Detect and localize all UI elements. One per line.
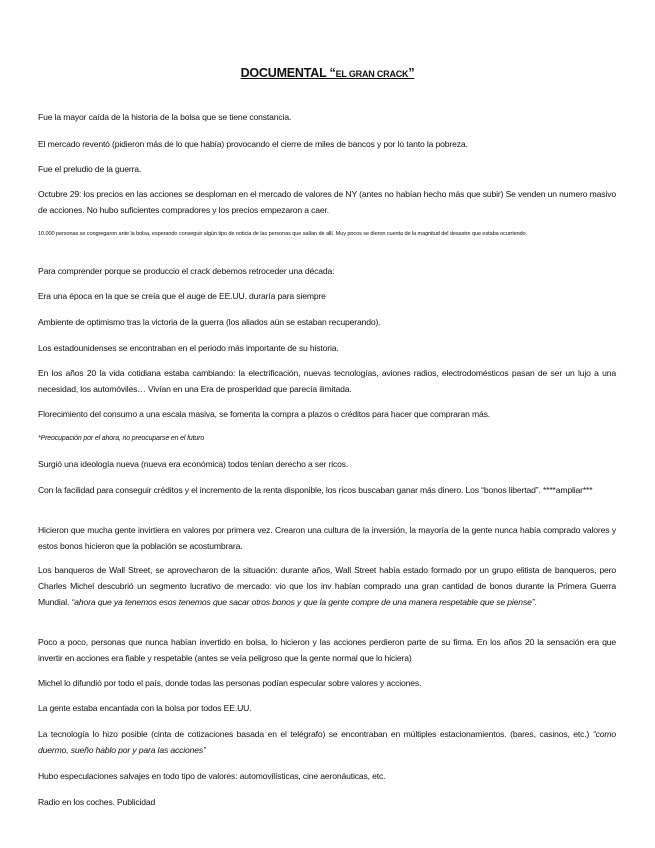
paragraph-9: Los estadounidenses se encontraban en el periodo más importante de su historia. xyxy=(38,343,339,353)
paragraph-2: El mercado reventó (pidieron más de lo que había) provocando el cierre de miles de bancos y por lo tanto la pobreza. xyxy=(38,139,468,149)
document-title xyxy=(0,66,655,80)
paragraph-3: Fue el preludio de la guerra. xyxy=(38,164,142,174)
paragraph-4: Octubre 29: los precios en las acciones se desploman en el mercado de valores de NY (antes no habían hecho más que subir) Se venden un numero masivo de acciones. No hubo suficientes compradores y los precios empezaron a caer. xyxy=(38,189,616,215)
paragraph-19: La gente estaba encantada con la bolsa por todos EE.UU. xyxy=(38,703,252,713)
paragraph-8: Ambiente de optimismo tras la victoria de la guerra (los aliados aún se estaban recuperando). xyxy=(38,317,381,327)
paragraph-5: 10.000 personas se congregaron ante la bolsa, esperando conseguir algún tipo de noticia de las personas que salían de allí. Muy pocos se dieron cuenta de la magnitud del desastre que estaba ocurriendo. xyxy=(38,231,527,237)
paragraph-13: Surgió una ideología nueva (nueva era económica) todos tenían derecho a ser ricos. xyxy=(38,459,349,469)
paragraph-14: Con la facilidad para conseguir créditos y el incremento de la renta disponible, los ricos buscaban ganar más dinero. Los “bonos libertad”. ****ampliar*** xyxy=(38,485,593,495)
paragraph-16-text: Los banqueros de Wall Street, se aprovecharon de la situación: durante años, Wall Street había estado formado por un grupo elitista de banqueros, pero Charles Michel descubrió un segmento lucrativo de mercado: vio que los inv habían comprado una gran cantidad de bonos durante la Primera Guerra Mundial. xyxy=(38,565,616,607)
title-small: EL GRAN CRACK xyxy=(335,69,409,79)
title-end: ” xyxy=(408,66,415,80)
paragraph-1: Fue la mayor caída de la historia de la bolsa que se tiene constancia. xyxy=(38,112,292,122)
paragraph-11: Florecimiento del consumo a una escala masiva, se fomenta la compra a plazos o créditos para hacer que compraran más. xyxy=(38,409,490,419)
paragraph-6: Para comprender porque se produccio el crack debemos retroceder una década: xyxy=(38,266,335,276)
paragraph-12-note: *Preocupación por el ahora, no preocuparse en el futuro xyxy=(38,435,205,442)
paragraph-7: Era una época en la que se creía que el auge de EE.UU. duraría para siempre xyxy=(38,291,326,301)
paragraph-22: Radio en los coches. Publicidad xyxy=(38,797,156,807)
paragraph-15: Hicieron que mucha gente invirtiera en valores por primera vez. Crearon una cultura de la inversión, la mayoría de la gente nunca había comprado valores y estos bonos hicieron que la población se acostumbrara. xyxy=(38,525,616,551)
title-main: DOCUMENTAL “ xyxy=(240,66,336,80)
paragraph-16-quote: “ahora que ya tenemos esos tenemos que sacar otros bonos y que la gente compre de una manera respetable que se piense” xyxy=(71,597,535,607)
paragraph-17: Poco a poco, personas que nunca habían invertido en bolsa, lo hicieron y las acciones perdieron parte de su firma. En los años 20 la sensación era que invertir en acciones era fiable y respetable (antes se veía peligroso que la gente normal que lo hiciera) xyxy=(38,637,616,663)
paragraph-16 xyxy=(38,562,616,610)
paragraph-21: Hubo especulaciones salvajes en todo tipo de valores: automovilísticas, cine aeronáuticas, etc. xyxy=(38,771,386,781)
paragraph-20 xyxy=(38,726,616,758)
paragraph-18: Michel lo difundió por todo el país, donde todas las personas podían especular sobre valores y acciones. xyxy=(38,678,422,688)
paragraph-20-quote: “como duermo, sueño hablo por y para las acciones” xyxy=(38,729,616,755)
paragraph-10: En los años 20 la vida cotidiana estaba cambiando: la electrificación, nuevas tecnologías, aviones radios, electrodomésticos pasan de ser un lujo a una necesidad, los automóviles… Vivían en una Era de prosperidad que parecía ilimitada. xyxy=(38,368,616,394)
paragraph-20-text: La tecnología lo hizo posible (cinta de cotizaciones basada en el telégrafo) se encontraban en múltiples estacionamientos. (bares, casinos, etc.) xyxy=(38,729,593,739)
paragraph-16-end: . xyxy=(534,597,537,607)
